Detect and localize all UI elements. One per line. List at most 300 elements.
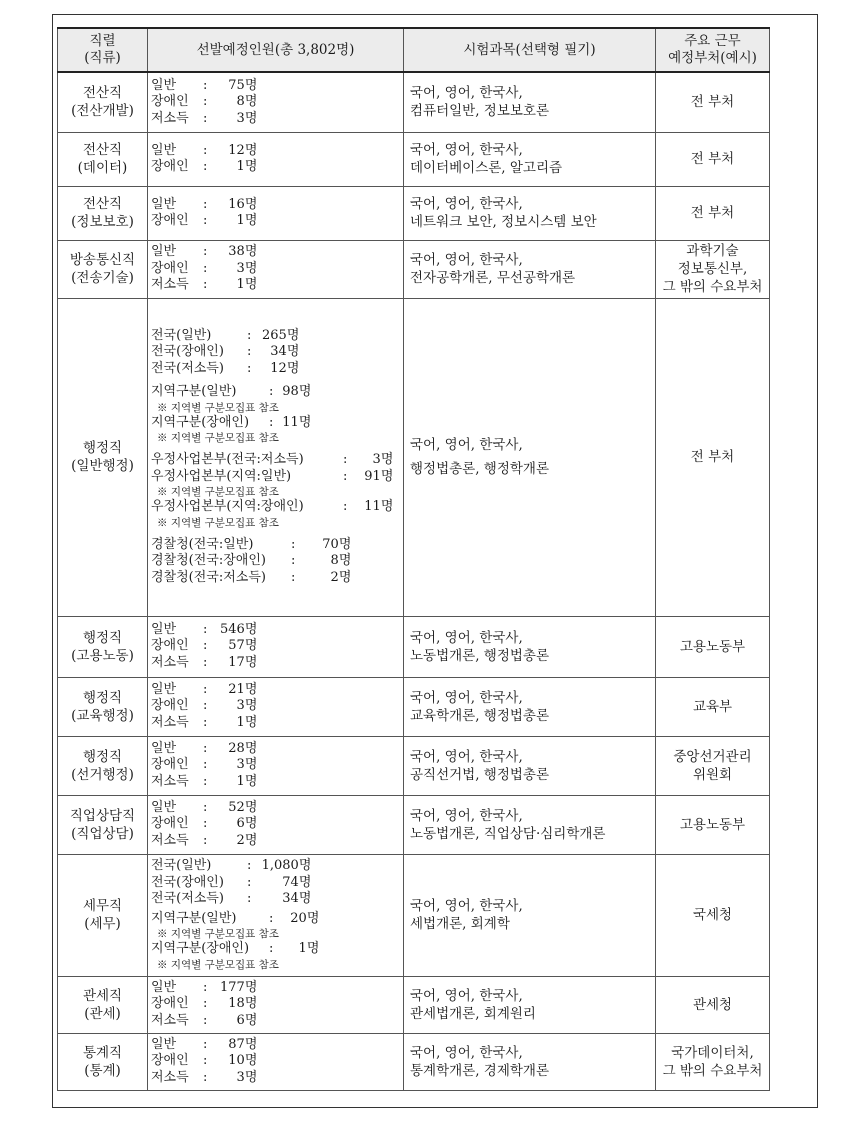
job-cell: [58, 298, 148, 616]
count-sep: :: [203, 142, 208, 158]
dept-cell: [656, 677, 770, 736]
count-cell: [148, 1033, 404, 1090]
cell-line: (세무): [84, 916, 121, 932]
count-cell: [148, 240, 404, 298]
cell-line: 노동법개론, 직업상담·심리학개론: [410, 825, 606, 842]
cell-line: 국어, 영어, 한국사,: [410, 196, 523, 212]
table-row: [58, 132, 770, 186]
count-label: 저소득: [151, 277, 189, 293]
cell-line: 중앙선거관리: [673, 748, 752, 765]
cell-line: 전 부처: [690, 151, 735, 167]
count-value: 1명: [236, 213, 258, 228]
count-sep: :: [269, 384, 274, 400]
count-value: 98명: [282, 384, 312, 400]
count-sep: :: [203, 681, 208, 697]
count-sep: :: [203, 110, 208, 126]
count-sep: :: [203, 773, 208, 789]
count-cell: [148, 298, 404, 616]
count-sep: :: [203, 714, 208, 730]
count-sep: :: [203, 979, 208, 995]
cell-line: 국어, 영어, 한국사,: [410, 898, 523, 914]
count-line: [151, 698, 403, 715]
count-value: 2명: [330, 569, 352, 585]
count-value: 38명: [228, 244, 258, 260]
count-sep: :: [203, 698, 208, 714]
table-row: [58, 677, 770, 736]
count-value: 91명: [364, 468, 394, 484]
count-line: [151, 1037, 403, 1054]
count-label: 지역구분(일반): [151, 384, 237, 400]
count-line: [151, 143, 403, 160]
count-sep: :: [247, 344, 252, 360]
table-row: [58, 186, 770, 240]
job-cell: [58, 1033, 148, 1090]
cell-line: (통계): [84, 1062, 121, 1079]
cell-line: (교육행정): [71, 707, 134, 724]
table-row: [58, 298, 770, 616]
count-sep: :: [203, 277, 208, 293]
count-label: 경찰청(전국:저소득): [151, 569, 266, 585]
count-sep: :: [291, 569, 296, 585]
count-label: 장애인: [151, 996, 189, 1012]
dept-cell: [656, 72, 770, 132]
count-line: [151, 328, 403, 345]
count-note: ※ 지역별 구분모집표 참조: [157, 516, 279, 529]
cell-line: (고용노동): [71, 647, 134, 664]
cell-line: 방송통신직: [69, 252, 136, 268]
job-cell: [58, 736, 148, 795]
count-note: ※ 지역별 구분모집표 참조: [157, 486, 279, 499]
count-value: 11명: [364, 499, 394, 515]
count-line: [151, 996, 403, 1013]
count-value: 11명: [282, 414, 312, 430]
cell-line: 공직선거법, 행정법총론: [410, 766, 549, 783]
count-label: 장애인: [151, 159, 189, 174]
count-value: 34명: [282, 891, 312, 907]
count-note: ※ 지역별 구분모집표 참조: [157, 432, 279, 445]
count-line: [151, 277, 403, 294]
subject-cell: [404, 736, 656, 795]
count-value: 52명: [228, 799, 258, 815]
count-value: 12명: [228, 142, 258, 158]
count-line: [151, 553, 403, 570]
dept-cell: [656, 976, 770, 1033]
cell-line: 컴퓨터일반, 정보보호론: [410, 103, 549, 120]
cell-line: 국어, 영어, 한국사,: [410, 85, 523, 102]
count-label: 전국(저소득): [151, 360, 224, 376]
count-label: 장애인: [151, 638, 189, 654]
count-label: 경찰청(전국:일반): [151, 536, 254, 552]
count-value: 17명: [228, 654, 258, 670]
count-label: 장애인: [151, 94, 189, 109]
cell-line: 국어, 영어, 한국사,: [410, 437, 523, 453]
count-line: [151, 1053, 403, 1070]
dept-cell: [656, 854, 770, 976]
count-label: 일반: [151, 681, 177, 697]
count-line: [151, 244, 403, 261]
count-label: 장애인: [151, 698, 189, 714]
cell-line: 그 밖의 수요부처: [662, 279, 763, 295]
cell-line: (직업상담): [71, 825, 134, 842]
count-value: 28명: [228, 740, 258, 756]
cell-line: 행정직: [82, 748, 123, 765]
count-value: 21명: [228, 681, 258, 697]
count-label: 장애인: [151, 1053, 189, 1069]
count-line: [151, 833, 403, 850]
count-value: 8명: [330, 553, 352, 569]
count-sep: :: [203, 996, 208, 1012]
count-value: 3명: [236, 757, 258, 773]
dept-cell: [656, 186, 770, 240]
count-value: 3명: [372, 452, 394, 468]
count-line: [151, 499, 403, 516]
count-value: 87명: [228, 1036, 258, 1052]
count-value: 34명: [270, 344, 300, 360]
dept-cell: [656, 132, 770, 186]
count-sep: :: [247, 891, 252, 907]
cell-line: 직업상담직: [69, 807, 136, 824]
count-line: [151, 159, 403, 176]
count-line: [151, 261, 403, 278]
count-sep: :: [203, 832, 208, 848]
count-line: [151, 415, 403, 432]
count-line: [151, 941, 403, 958]
count-line: [151, 715, 403, 732]
count-sep: :: [203, 1036, 208, 1052]
cell-line: 전 부처: [690, 94, 735, 111]
count-sep: :: [203, 260, 208, 276]
count-label: 저소득: [151, 714, 189, 730]
count-value: 6명: [236, 1012, 258, 1028]
count-sep: :: [203, 77, 208, 93]
count-cell: [148, 72, 404, 132]
subject-cell: [404, 677, 656, 736]
cell-line: 위원회: [692, 766, 733, 783]
count-value: 16명: [228, 196, 258, 212]
count-sep: :: [343, 468, 348, 484]
count-sep: :: [203, 94, 208, 109]
count-line: [151, 344, 403, 361]
count-value: 1명: [236, 714, 258, 730]
count-sep: :: [247, 874, 252, 890]
count-sep: :: [203, 621, 208, 637]
count-value: 3명: [236, 1069, 258, 1085]
cell-line: 행정직: [82, 440, 123, 456]
count-note: ※ 지역별 구분모집표 참조: [157, 958, 279, 971]
subject-cell: [404, 132, 656, 186]
count-label: 지역구분(장애인): [151, 414, 250, 430]
count-value: 20명: [290, 910, 320, 926]
subject-cell: [404, 240, 656, 298]
count-line: [151, 1013, 403, 1030]
cell-line: 교육부: [692, 698, 733, 715]
cell-line: 통계직: [82, 1044, 123, 1061]
count-line: [151, 980, 403, 997]
count-value: 1명: [236, 277, 258, 293]
count-sep: :: [203, 1069, 208, 1085]
count-value: 75명: [228, 77, 258, 93]
count-value: 70명: [322, 536, 352, 552]
dept-cell: [656, 736, 770, 795]
count-label: 일반: [151, 740, 177, 756]
table-row: [58, 736, 770, 795]
count-sep: :: [203, 816, 208, 832]
job-cell: [58, 976, 148, 1033]
count-label: 일반: [151, 196, 177, 212]
count-line: [151, 111, 403, 128]
job-cell: [58, 72, 148, 132]
count-label: 우정사업본부(지역:장애인): [151, 499, 304, 515]
count-label: 일반: [151, 244, 177, 260]
dept-cell: [656, 240, 770, 298]
cell-line: 정보통신부,: [677, 261, 748, 277]
count-label: 전국(일반): [151, 858, 212, 874]
count-label: 일반: [151, 621, 177, 637]
count-label: 일반: [151, 799, 177, 815]
count-value: 3명: [236, 698, 258, 714]
cell-line: (관세): [84, 1005, 121, 1022]
count-sep: :: [269, 414, 274, 430]
count-label: 전국(일반): [151, 327, 212, 343]
count-sep: :: [269, 941, 274, 957]
cell-line: (정보보호): [71, 214, 134, 230]
count-label: 저소득: [151, 832, 189, 848]
count-line: [151, 384, 403, 401]
count-cell: [148, 677, 404, 736]
count-line: [151, 800, 403, 817]
cell-line: (데이터): [77, 160, 128, 176]
subject-cell: [404, 1033, 656, 1090]
job-cell: [58, 132, 148, 186]
count-line: [151, 452, 403, 469]
cell-line: 전산직: [82, 142, 123, 158]
count-sep: :: [269, 910, 274, 926]
count-cell: [148, 186, 404, 240]
count-sep: :: [203, 1012, 208, 1028]
count-line: [151, 361, 403, 378]
count-value: 546명: [220, 621, 258, 637]
header-job: 직렬 (직류): [58, 28, 148, 72]
count-label: 장애인: [151, 260, 189, 276]
table-row: [58, 72, 770, 132]
cell-line: 네트워크 보안, 정보시스템 보안: [410, 214, 597, 230]
cell-line: 노동법개론, 행정법총론: [410, 647, 549, 664]
cell-line: (전산개발): [71, 103, 134, 120]
count-note: ※ 지역별 구분모집표 참조: [157, 928, 279, 941]
cell-line: 행정직: [82, 629, 123, 646]
count-sep: :: [203, 654, 208, 670]
count-value: 6명: [236, 816, 258, 832]
count-label: 우정사업본부(전국:저소득): [151, 452, 304, 468]
count-value: 74명: [282, 874, 312, 890]
count-note: ※ 지역별 구분모집표 참조: [157, 401, 279, 414]
cell-line: 국어, 영어, 한국사,: [410, 748, 523, 765]
cell-line: 행정법총론, 행정학개론: [410, 461, 549, 477]
dept-cell: [656, 795, 770, 854]
count-line: [151, 622, 403, 639]
count-line: [151, 655, 403, 672]
cell-line: 관세직: [82, 987, 123, 1004]
count-cell: [148, 616, 404, 677]
subject-cell: [404, 72, 656, 132]
job-cell: [58, 240, 148, 298]
count-label: 저소득: [151, 1012, 189, 1028]
count-sep: :: [203, 799, 208, 815]
count-sep: :: [291, 536, 296, 552]
subject-cell: [404, 976, 656, 1033]
count-line: [151, 1070, 403, 1087]
count-sep: :: [343, 452, 348, 468]
count-cell: [148, 132, 404, 186]
count-cell: [148, 976, 404, 1033]
count-label: 일반: [151, 1036, 177, 1052]
count-line: [151, 469, 403, 486]
count-sep: :: [203, 757, 208, 773]
cell-line: 국어, 영어, 한국사,: [410, 689, 523, 706]
recruitment-table: [57, 27, 770, 1091]
count-label: 장애인: [151, 757, 189, 773]
cell-line: 국어, 영어, 한국사,: [410, 1044, 523, 1061]
count-value: 10명: [228, 1053, 258, 1069]
cell-line: (일반행정): [71, 458, 134, 474]
count-line: [151, 197, 403, 214]
count-label: 저소득: [151, 773, 189, 789]
count-sep: :: [291, 553, 296, 569]
count-sep: :: [203, 638, 208, 654]
cell-line: 국어, 영어, 한국사,: [410, 807, 523, 824]
cell-line: 그 밖의 수요부처: [662, 1062, 763, 1079]
count-line: [151, 94, 403, 111]
count-label: 저소득: [151, 1069, 189, 1085]
job-cell: [58, 854, 148, 976]
count-value: 1명: [298, 941, 320, 957]
count-line: [151, 911, 403, 928]
cell-line: 국어, 영어, 한국사,: [410, 252, 523, 268]
count-label: 저소득: [151, 654, 189, 670]
count-line: [151, 774, 403, 791]
count-label: 경찰청(전국:장애인): [151, 553, 266, 569]
count-sep: :: [343, 499, 348, 515]
job-cell: [58, 795, 148, 854]
cell-line: 국어, 영어, 한국사,: [410, 987, 523, 1004]
cell-line: 전산직: [82, 85, 123, 102]
header-subjects: 시험과목(선택형 필기): [404, 28, 656, 72]
count-cell: [148, 736, 404, 795]
count-label: 일반: [151, 979, 177, 995]
cell-line: 데이터베이스론, 알고리즘: [410, 160, 563, 176]
count-line: [151, 816, 403, 833]
subject-cell: [404, 795, 656, 854]
subject-cell: [404, 298, 656, 616]
count-line: [151, 682, 403, 699]
subject-cell: [404, 186, 656, 240]
job-cell: [58, 616, 148, 677]
dept-cell: [656, 298, 770, 616]
count-sep: :: [203, 740, 208, 756]
count-label: 지역구분(장애인): [151, 941, 250, 957]
count-line: [151, 858, 403, 875]
dept-cell: [656, 616, 770, 677]
count-label: 일반: [151, 77, 177, 93]
count-value: 1명: [236, 773, 258, 789]
count-label: 전국(저소득): [151, 891, 224, 907]
cell-line: 고용노동부: [679, 816, 746, 833]
count-label: 장애인: [151, 213, 189, 228]
count-value: 177명: [220, 979, 258, 995]
count-sep: :: [203, 196, 208, 212]
cell-line: 통계학개론, 경제학개론: [410, 1062, 549, 1079]
count-label: 우정사업본부(지역:일반): [151, 468, 292, 484]
cell-line: 관세청: [692, 996, 733, 1013]
count-sep: :: [203, 213, 208, 228]
count-label: 지역구분(일반): [151, 910, 237, 926]
cell-line: 고용노동부: [679, 638, 746, 655]
count-value: 265명: [262, 327, 300, 343]
table-row: [58, 795, 770, 854]
count-cell: [148, 795, 404, 854]
header-dept: 주요 근무 예정부처(예시): [656, 28, 770, 72]
job-cell: [58, 677, 148, 736]
count-line: [151, 537, 403, 554]
count-line: [151, 638, 403, 655]
count-sep: :: [203, 159, 208, 174]
count-line: [151, 891, 403, 908]
table-row: [58, 976, 770, 1033]
table-row: [58, 240, 770, 298]
count-value: 1,080명: [261, 858, 312, 874]
cell-line: 국어, 영어, 한국사,: [410, 142, 523, 158]
subject-cell: [404, 854, 656, 976]
count-label: 전국(장애인): [151, 874, 224, 890]
count-line: [151, 757, 403, 774]
cell-line: 전산직: [82, 196, 123, 212]
count-line: [151, 741, 403, 758]
cell-line: 교육학개론, 행정법총론: [410, 707, 549, 724]
header-count: 선발예정인원(총 3,802명): [148, 28, 404, 72]
cell-line: 국가데이터처,: [671, 1044, 754, 1061]
table-row: [58, 1033, 770, 1090]
count-label: 일반: [151, 142, 177, 158]
cell-line: 세무직: [82, 898, 123, 914]
count-value: 57명: [228, 638, 258, 654]
cell-line: (전송기술): [71, 270, 134, 286]
header-row: [58, 28, 770, 72]
count-sep: :: [247, 327, 252, 343]
count-value: 18명: [228, 996, 258, 1012]
count-cell: [148, 854, 404, 976]
cell-line: 행정직: [82, 689, 123, 706]
cell-line: 국세청: [692, 907, 733, 923]
count-line: [151, 875, 403, 892]
cell-line: 전 부처: [690, 449, 735, 465]
cell-line: 전자공학개론, 무선공학개론: [410, 270, 576, 286]
count-label: 저소득: [151, 110, 189, 126]
count-line: [151, 213, 403, 230]
count-value: 8명: [236, 94, 258, 109]
count-sep: :: [247, 360, 252, 376]
count-value: 3명: [236, 110, 258, 126]
dept-cell: [656, 1033, 770, 1090]
cell-line: 국어, 영어, 한국사,: [410, 629, 523, 646]
count-sep: :: [247, 858, 252, 874]
count-label: 장애인: [151, 816, 189, 832]
table-row: [58, 616, 770, 677]
count-value: 1명: [236, 159, 258, 174]
cell-line: 세법개론, 회계학: [410, 916, 510, 932]
count-value: 2명: [236, 832, 258, 848]
cell-line: 관세법개론, 회계원리: [410, 1005, 536, 1022]
subject-cell: [404, 616, 656, 677]
